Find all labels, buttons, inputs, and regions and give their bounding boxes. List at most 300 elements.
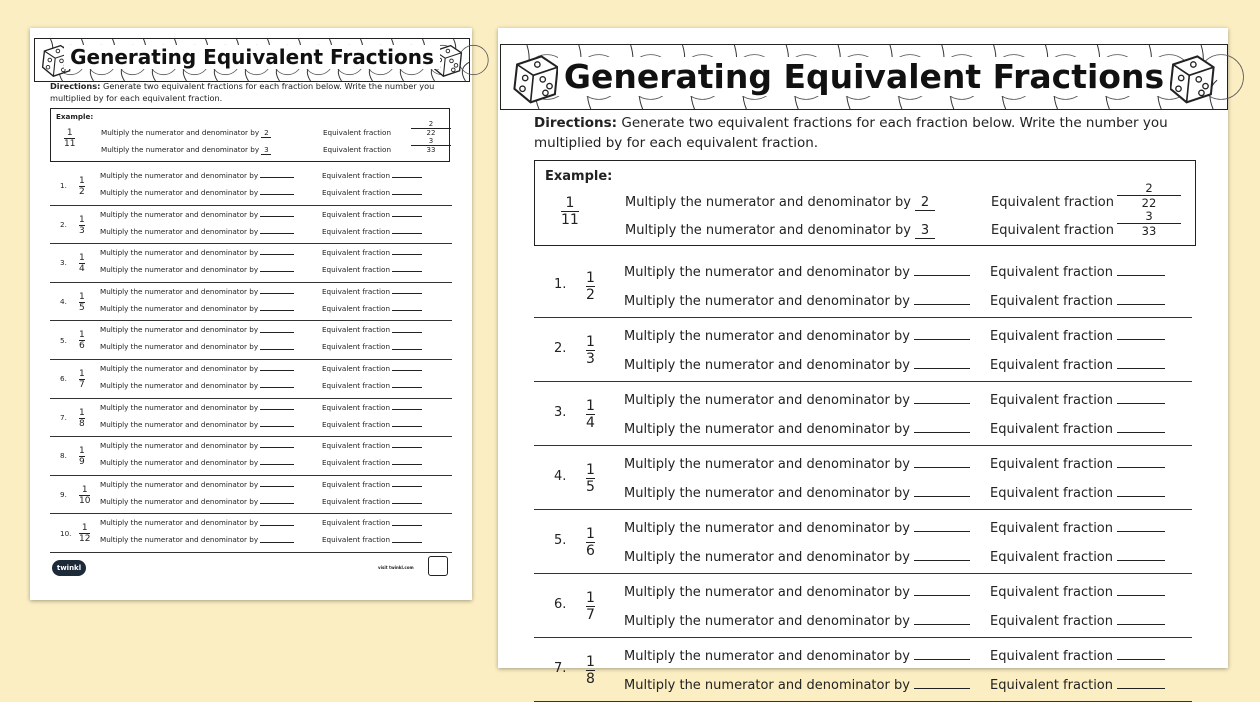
- question-number: 3.: [60, 258, 67, 268]
- multiply-label: Multiply the numerator and denominator by: [100, 325, 259, 335]
- row-divider: [50, 552, 452, 553]
- example-equivalent-line: [323, 145, 391, 154]
- question-fraction: [586, 526, 595, 559]
- multiplier-answer-blank[interactable]: [914, 262, 970, 276]
- equivalent-answer-blank[interactable]: [392, 380, 422, 388]
- equivalent-line: [322, 226, 422, 236]
- title-banner: [34, 38, 470, 82]
- example-fraction: [561, 195, 579, 228]
- equivalent-answer-blank[interactable]: [392, 496, 422, 504]
- fraction-denominator: 22: [426, 129, 436, 137]
- equivalent-answer-blank[interactable]: [392, 187, 422, 195]
- multiplier-answer-blank[interactable]: [260, 209, 294, 217]
- fraction-denominator: 12: [79, 534, 91, 545]
- equivalent-answer-blank[interactable]: [392, 226, 422, 234]
- equivalent-label: Equivalent fraction: [990, 678, 1113, 693]
- multiply-line: [100, 209, 294, 219]
- equivalent-line: [990, 675, 1165, 693]
- multiply-line: [100, 457, 294, 467]
- multiply-label: Multiply the numerator and denominator by: [100, 402, 259, 412]
- equivalent-answer-blank[interactable]: [392, 170, 422, 178]
- question-row: [534, 318, 1192, 382]
- multiplier-answer-blank[interactable]: [260, 479, 294, 487]
- multiply-label: Multiply the numerator and denominator by: [624, 585, 910, 600]
- equivalent-label: Equivalent fraction: [322, 402, 391, 412]
- equivalent-label: Equivalent fraction: [322, 381, 391, 391]
- equivalent-line: [990, 582, 1165, 600]
- fraction-denominator: 11: [64, 139, 76, 149]
- question-number: 6.: [60, 374, 67, 384]
- multiplier-answer: 2: [261, 128, 271, 138]
- equivalent-label: Equivalent fraction: [990, 265, 1113, 280]
- multiplier-answer-blank[interactable]: [260, 380, 294, 388]
- equivalent-answer-blank[interactable]: [1117, 611, 1165, 625]
- equivalent-label: Equivalent fraction: [322, 458, 391, 468]
- equivalent-label: Equivalent fraction: [990, 358, 1113, 373]
- multiply-line: [624, 646, 970, 664]
- question-fraction: [586, 270, 595, 303]
- directions-text: Generate two equivalent fractions for each fraction below. Write the number you multiplied by for each equivalent fraction.: [50, 81, 435, 103]
- multiply-label: Multiply the numerator and denominator by: [624, 265, 910, 280]
- equivalent-label: Equivalent fraction: [990, 585, 1113, 600]
- multiply-label: Multiply the numerator and denominator by: [624, 678, 910, 693]
- equivalent-label: Equivalent fraction: [990, 329, 1113, 344]
- question-fraction: [79, 446, 85, 467]
- directions-label: Directions:: [50, 81, 101, 91]
- multiplier-answer-blank[interactable]: [260, 534, 294, 542]
- question-row: [534, 446, 1192, 510]
- fraction-numerator: 1: [565, 195, 575, 211]
- question-fraction: [79, 176, 85, 197]
- multiplier-answer-blank[interactable]: [260, 187, 294, 195]
- equivalent-answer-blank[interactable]: [392, 247, 422, 255]
- fraction-numerator: 1: [586, 525, 595, 542]
- multiply-line: [624, 419, 970, 437]
- equivalent-answer-blank[interactable]: [1117, 454, 1165, 468]
- multiply-label: Multiply the numerator and denominator by: [100, 188, 259, 198]
- multiply-line: [100, 534, 294, 544]
- equivalent-line: [990, 326, 1165, 344]
- multiplier-answer-blank[interactable]: [260, 363, 294, 371]
- multiplier-answer-blank[interactable]: [914, 582, 970, 596]
- multiply-line: [624, 390, 970, 408]
- equivalent-line: [322, 286, 422, 296]
- multiply-line: [624, 518, 970, 536]
- fraction-denominator: 8: [79, 418, 85, 429]
- question-number: 4.: [554, 468, 567, 484]
- question-row: [50, 399, 452, 438]
- multiply-line: [100, 226, 294, 236]
- equivalent-answer-blank[interactable]: [1117, 291, 1165, 305]
- fraction-denominator: 3: [586, 350, 595, 367]
- question-fraction: [79, 292, 85, 313]
- question-fraction: [79, 369, 85, 390]
- directions-label: Directions:: [534, 115, 618, 131]
- fraction-numerator: 1: [79, 291, 85, 302]
- multiply-label: Multiply the numerator and denominator by: [100, 286, 259, 296]
- equivalent-line: [322, 479, 422, 489]
- equivalent-label: Equivalent fraction: [322, 325, 391, 335]
- equivalent-answer-blank[interactable]: [1117, 326, 1165, 340]
- question-row: [50, 321, 452, 360]
- multiplier-answer: 3: [261, 145, 271, 155]
- question-row: [50, 206, 452, 245]
- multiplier-answer-blank[interactable]: [914, 611, 970, 625]
- multiplier-answer-blank[interactable]: [914, 518, 970, 532]
- equivalent-line: [990, 454, 1165, 472]
- multiply-label: Multiply the numerator and denominator by: [624, 358, 910, 373]
- multiply-label: Multiply the numerator and denominator by: [100, 209, 259, 219]
- equivalent-label: Equivalent fraction: [990, 521, 1113, 536]
- multiplier-answer-blank[interactable]: [914, 291, 970, 305]
- example-multiply-line: [101, 128, 271, 138]
- equivalent-label: Equivalent fraction: [990, 294, 1113, 309]
- equivalent-label: Equivalent fraction: [990, 649, 1113, 664]
- question-fraction: [79, 330, 85, 351]
- question-row: [534, 638, 1192, 702]
- multiplier-answer-blank[interactable]: [260, 324, 294, 332]
- multiply-line: [100, 419, 294, 429]
- equivalent-label: Equivalent fraction: [991, 195, 1114, 210]
- question-row: [50, 437, 452, 476]
- multiply-line: [624, 483, 970, 501]
- multiplier-answer-blank[interactable]: [260, 402, 294, 410]
- equivalent-line: [990, 262, 1165, 280]
- fraction-numerator: 1: [586, 269, 595, 286]
- equivalent-label: Equivalent fraction: [322, 286, 391, 296]
- fraction-numerator: 1: [79, 175, 85, 186]
- fraction-denominator: 33: [1141, 224, 1157, 238]
- equivalent-label: Equivalent fraction: [322, 248, 391, 258]
- example-box: [50, 108, 450, 162]
- equivalent-line: [322, 209, 422, 219]
- question-row: [534, 574, 1192, 638]
- multiply-line: [624, 291, 970, 309]
- equivalent-label: Equivalent fraction: [322, 226, 391, 236]
- equivalent-label: Equivalent fraction: [322, 303, 391, 313]
- title-banner: [500, 44, 1228, 110]
- multiplier-answer-blank[interactable]: [914, 454, 970, 468]
- fraction-denominator: 6: [79, 341, 85, 352]
- equivalent-answer-blank[interactable]: [392, 264, 422, 272]
- equivalent-answer-blank[interactable]: [392, 324, 422, 332]
- multiply-line: [100, 247, 294, 257]
- multiplier-answer-blank[interactable]: [914, 390, 970, 404]
- fraction-denominator: 5: [586, 478, 595, 495]
- equivalent-label: Equivalent fraction: [990, 422, 1113, 437]
- multiply-line: [624, 454, 970, 472]
- multiplier-answer-blank[interactable]: [914, 547, 970, 561]
- fraction-denominator: 2: [586, 286, 595, 303]
- question-number: 5.: [554, 532, 567, 548]
- multiply-label: Multiply the numerator and denominator by: [100, 479, 259, 489]
- question-row: [50, 476, 452, 515]
- multiply-line: [100, 264, 294, 274]
- equivalent-label: Equivalent fraction: [322, 518, 391, 528]
- fraction-numerator: 2: [428, 120, 434, 128]
- fraction-numerator: 1: [586, 461, 595, 478]
- multiply-line: [100, 517, 294, 527]
- question-fraction: [79, 253, 85, 274]
- example-multiply-line: [625, 195, 935, 211]
- equivalent-line: [990, 518, 1165, 536]
- equivalent-line: [322, 170, 422, 180]
- equivalent-answer-blank[interactable]: [1117, 355, 1165, 369]
- question-row: [50, 360, 452, 399]
- equivalent-line: [322, 264, 422, 274]
- multiply-label: Multiply the numerator and denominator by: [100, 381, 259, 391]
- equivalent-answer-blank[interactable]: [1117, 419, 1165, 433]
- multiplier-answer-blank[interactable]: [914, 355, 970, 369]
- question-row: [50, 514, 452, 553]
- equivalent-line: [322, 517, 422, 527]
- equivalent-label: Equivalent fraction: [322, 496, 391, 506]
- multiply-line: [100, 440, 294, 450]
- equivalent-line: [322, 440, 422, 450]
- multiply-label: Multiply the numerator and denominator by: [100, 364, 259, 374]
- multiplier-answer-blank[interactable]: [260, 170, 294, 178]
- multiply-line: [100, 363, 294, 373]
- multiplier-answer-blank[interactable]: [260, 303, 294, 311]
- equivalent-answer-blank[interactable]: [392, 341, 422, 349]
- multiplier-answer-blank[interactable]: [260, 247, 294, 255]
- equivalent-answer-blank[interactable]: [1117, 582, 1165, 596]
- question-row: [50, 167, 452, 206]
- multiply-line: [624, 675, 970, 693]
- multiply-label: Multiply the numerator and denominator by: [625, 223, 911, 238]
- equivalent-line: [322, 380, 422, 390]
- question-number: 2.: [554, 340, 567, 356]
- example-multiply-line: [101, 145, 271, 155]
- equivalent-answer-blank[interactable]: [392, 209, 422, 217]
- fraction-denominator: 9: [79, 457, 85, 468]
- multiply-line: [100, 402, 294, 412]
- equivalent-line: [990, 646, 1165, 664]
- multiplier-answer-blank[interactable]: [914, 326, 970, 340]
- multiply-label: Multiply the numerator and denominator by: [624, 393, 910, 408]
- fraction-denominator: 33: [426, 146, 436, 154]
- fraction-numerator: 1: [79, 214, 85, 225]
- equivalent-answer-blank[interactable]: [1117, 262, 1165, 276]
- question-number: 2.: [60, 219, 67, 229]
- fraction-denominator: 7: [79, 379, 85, 390]
- equivalent-line: [990, 611, 1165, 629]
- question-fraction: [586, 462, 595, 495]
- equivalent-label: Equivalent fraction: [322, 188, 391, 198]
- question-fraction: [79, 485, 90, 506]
- fraction-numerator: 2: [1145, 181, 1153, 195]
- multiply-label: Multiply the numerator and denominator by: [624, 614, 910, 629]
- equivalent-answer-blank[interactable]: [392, 363, 422, 371]
- question-number: 5.: [60, 335, 67, 345]
- multiplier-answer: 2: [915, 195, 935, 211]
- example-label: Example:: [545, 169, 613, 184]
- equivalent-label: Equivalent fraction: [322, 535, 391, 545]
- question-fraction: [79, 215, 85, 236]
- fraction-denominator: 6: [586, 542, 595, 559]
- fraction-denominator: 3: [79, 225, 85, 236]
- multiplier-answer-blank[interactable]: [260, 286, 294, 294]
- equivalent-label: Equivalent fraction: [322, 171, 391, 181]
- equivalent-label: Equivalent fraction: [990, 614, 1113, 629]
- multiplier-answer-blank[interactable]: [260, 419, 294, 427]
- multiply-label: Multiply the numerator and denominator by: [100, 496, 259, 506]
- equivalent-line: [322, 534, 422, 544]
- fraction-numerator: 3: [1145, 209, 1153, 223]
- equivalent-answer-blank[interactable]: [392, 534, 422, 542]
- multiplier-answer-blank[interactable]: [914, 675, 970, 689]
- equivalent-answer-blank[interactable]: [392, 457, 422, 465]
- equivalent-label: Equivalent fraction: [990, 457, 1113, 472]
- equivalent-line: [322, 419, 422, 429]
- question-row: [50, 244, 452, 283]
- fraction-denominator: 22: [1141, 196, 1157, 210]
- multiply-line: [624, 355, 970, 373]
- worksheet-thumbnail: [30, 28, 472, 600]
- fraction-numerator: 1: [81, 484, 88, 495]
- equivalent-line: [990, 547, 1165, 565]
- equivalent-label: Equivalent fraction: [990, 550, 1113, 565]
- question-fraction: [586, 398, 595, 431]
- multiplier-answer-blank[interactable]: [260, 440, 294, 448]
- equivalent-answer-blank[interactable]: [1117, 646, 1165, 660]
- equivalent-fraction-answer: [1117, 181, 1181, 210]
- question-number: 6.: [554, 596, 567, 612]
- multiply-label: Multiply the numerator and denominator by: [100, 518, 259, 528]
- directions: [50, 81, 450, 105]
- multiplier-answer-blank[interactable]: [914, 646, 970, 660]
- directions-text: Generate two equivalent fractions for each fraction below. Write the number you multiplied by for each equivalent fraction.: [534, 115, 1168, 151]
- equivalent-answer-blank[interactable]: [392, 479, 422, 487]
- equivalent-answer-blank[interactable]: [1117, 547, 1165, 561]
- fraction-numerator: 1: [586, 653, 595, 670]
- fraction-denominator: 8: [586, 670, 595, 687]
- multiplier-answer-blank[interactable]: [260, 517, 294, 525]
- multiplier-answer-blank[interactable]: [260, 457, 294, 465]
- example-equivalent-line: [323, 128, 391, 137]
- fraction-numerator: 1: [586, 333, 595, 350]
- multiply-label: Multiply the numerator and denominator by: [100, 226, 259, 236]
- equivalent-label: Equivalent fraction: [322, 342, 391, 352]
- example-multiply-line: [625, 223, 935, 239]
- equivalent-answer-blank[interactable]: [1117, 483, 1165, 497]
- equivalent-answer-blank[interactable]: [392, 303, 422, 311]
- question-row: [534, 254, 1192, 318]
- multiplier-answer-blank[interactable]: [914, 419, 970, 433]
- equivalent-label: Equivalent fraction: [322, 419, 391, 429]
- equivalent-line: [322, 402, 422, 412]
- multiply-label: Multiply the numerator and denominator by: [100, 441, 259, 451]
- fraction-denominator: 4: [586, 414, 595, 431]
- fraction-numerator: 1: [79, 446, 85, 457]
- fraction-numerator: 1: [79, 407, 85, 418]
- equivalent-answer-blank[interactable]: [392, 402, 422, 410]
- fraction-denominator: 2: [79, 186, 85, 197]
- multiply-line: [100, 187, 294, 197]
- equivalent-line: [322, 496, 422, 506]
- equivalent-answer-blank[interactable]: [392, 419, 422, 427]
- fraction-numerator: 1: [586, 397, 595, 414]
- equivalent-line: [990, 419, 1165, 437]
- equivalent-line: [990, 390, 1165, 408]
- fraction-denominator: 4: [79, 264, 85, 275]
- question-fraction: [586, 334, 595, 367]
- page-title-text: Generating Equivalent Fractions: [558, 57, 1170, 96]
- multiply-line: [624, 582, 970, 600]
- equivalent-answer-blank[interactable]: [1117, 675, 1165, 689]
- equivalent-label: Equivalent fraction: [322, 441, 391, 451]
- question-number: 7.: [60, 412, 67, 422]
- multiply-label: Multiply the numerator and denominator by: [100, 419, 259, 429]
- multiply-label: Multiply the numerator and denominator by: [101, 145, 260, 154]
- multiply-label: Multiply the numerator and denominator by: [624, 649, 910, 664]
- footer-badge-icon: [428, 556, 448, 576]
- equivalent-line: [322, 363, 422, 373]
- multiply-line: [624, 262, 970, 280]
- fraction-denominator: 11: [561, 212, 579, 228]
- fraction-numerator: 1: [79, 330, 85, 341]
- equivalent-line: [322, 187, 422, 197]
- question-row: [50, 283, 452, 322]
- example-box: [534, 160, 1196, 246]
- fraction-numerator: 1: [66, 128, 73, 138]
- equivalent-line: [990, 355, 1165, 373]
- multiply-line: [100, 324, 294, 334]
- equivalent-label: Equivalent fraction: [323, 145, 392, 154]
- equivalent-answer-blank[interactable]: [392, 517, 422, 525]
- multiplier-answer-blank[interactable]: [260, 226, 294, 234]
- question-row: [534, 510, 1192, 574]
- question-fraction: [586, 590, 595, 623]
- equivalent-label: Equivalent fraction: [322, 209, 391, 219]
- multiply-label: Multiply the numerator and denominator by: [624, 329, 910, 344]
- equivalent-label: Equivalent fraction: [323, 128, 392, 137]
- twinkl-logo: twinkl: [52, 560, 86, 576]
- fraction-denominator: 5: [79, 302, 85, 313]
- example-equivalent-line: [991, 223, 1114, 238]
- multiply-line: [100, 286, 294, 296]
- equivalent-answer-blank[interactable]: [392, 286, 422, 294]
- equivalent-answer-blank[interactable]: [392, 440, 422, 448]
- multiply-line: [100, 170, 294, 180]
- multiplier-answer-blank[interactable]: [914, 483, 970, 497]
- question-number: 7.: [554, 660, 567, 676]
- question-number: 9.: [60, 490, 67, 500]
- question-number: 10.: [60, 528, 72, 538]
- multiply-line: [100, 496, 294, 506]
- equivalent-line: [990, 483, 1165, 501]
- equivalent-answer-blank[interactable]: [1117, 518, 1165, 532]
- multiply-line: [100, 341, 294, 351]
- fraction-numerator: 1: [79, 368, 85, 379]
- equivalent-label: Equivalent fraction: [990, 393, 1113, 408]
- multiply-line: [624, 326, 970, 344]
- multiplier-answer-blank[interactable]: [260, 341, 294, 349]
- question-number: 1.: [554, 276, 567, 292]
- multiply-label: Multiply the numerator and denominator by: [624, 521, 910, 536]
- multiply-line: [100, 380, 294, 390]
- worksheet-zoomed: [498, 28, 1228, 693]
- equivalent-answer-blank[interactable]: [1117, 390, 1165, 404]
- multiply-label: Multiply the numerator and denominator by: [100, 265, 259, 275]
- equivalent-label: Equivalent fraction: [322, 479, 391, 489]
- multiplier-answer-blank[interactable]: [260, 496, 294, 504]
- multiplier-answer-blank[interactable]: [260, 264, 294, 272]
- equivalent-label: Equivalent fraction: [322, 364, 391, 374]
- question-number: 4.: [60, 297, 67, 307]
- equivalent-fraction-answer: [1117, 209, 1181, 238]
- equivalent-label: Equivalent fraction: [991, 223, 1114, 238]
